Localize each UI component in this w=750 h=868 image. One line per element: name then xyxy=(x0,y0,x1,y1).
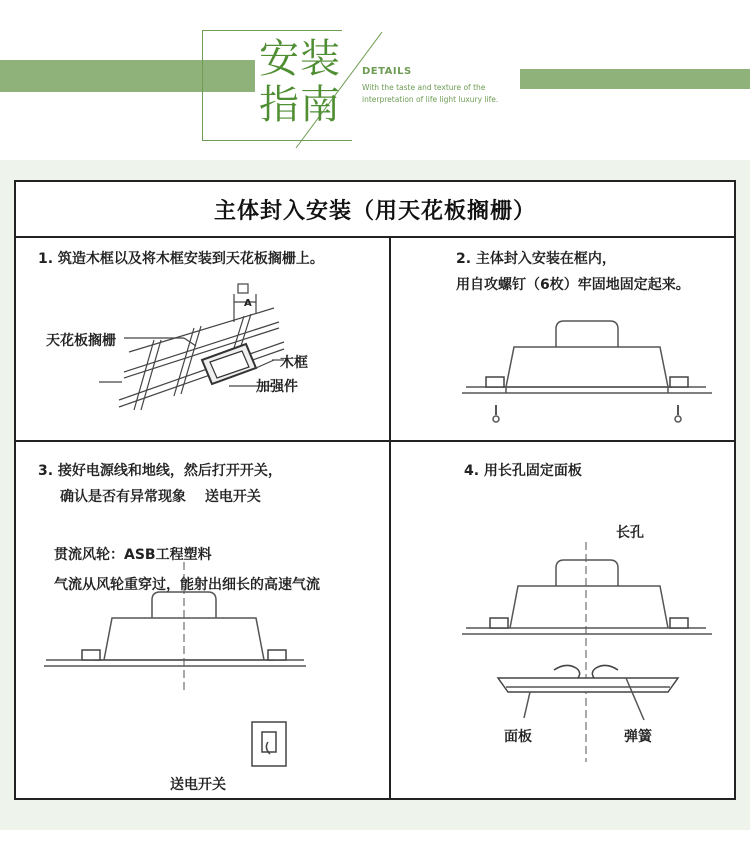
header xyxy=(0,0,750,160)
step3-text-line1: 3. 接好电源线和地线，然后打开开关， xyxy=(38,463,282,479)
header-title-line2: 指南 xyxy=(259,82,341,128)
step3-label-switch: 送电开关 xyxy=(170,777,226,793)
step2-diagram xyxy=(406,307,746,437)
header-title-line1: 安装 xyxy=(259,36,341,82)
step1-label-a: A xyxy=(244,298,252,309)
panel-divider-vertical xyxy=(389,236,391,798)
step3-text-line3: 贯流风轮：ASB工程塑料 xyxy=(54,547,212,563)
header-diagonal xyxy=(0,0,750,160)
step1-text: 1. 筑造木框以及将木框安装到天花板搁栅上。 xyxy=(38,251,324,267)
step1-label-frame: 木框 xyxy=(280,355,308,371)
step2-text-line2: 用自攻螺钉（6枚）牢固地固定起来。 xyxy=(456,277,690,293)
panel-title: 主体封入安装（用天花板搁栅） xyxy=(16,182,734,238)
header-title xyxy=(259,36,355,128)
step2-text-line1: 2. 主体封入安装在框内， xyxy=(456,251,616,267)
step3-text-line4: 气流从风轮重穿过，能射出细长的高速气流 xyxy=(54,577,320,593)
install-guide-panel xyxy=(14,180,736,800)
step4-label-panel: 面板 xyxy=(504,729,532,745)
step1-label-ceiling: 天花板搁栅 xyxy=(46,333,116,349)
bottom-strip xyxy=(0,830,750,868)
step1-label-reinforce: 加强件 xyxy=(256,379,298,395)
details-subtitle: With the taste and texture of the interpretation of life light luxury life. xyxy=(362,83,499,104)
step4-label-slot: 长孔 xyxy=(616,525,644,541)
step4-text: 4. 用长孔固定面板 xyxy=(464,463,582,479)
step3-text-line2: 确认是否有异常现象 送电开关 xyxy=(60,489,261,505)
step4-diagram xyxy=(406,542,746,762)
step4-label-spring: 弹簧 xyxy=(624,729,652,745)
step1-diagram xyxy=(24,282,384,482)
step3-diagram xyxy=(24,562,384,762)
details-title: DETAILS xyxy=(362,66,412,77)
